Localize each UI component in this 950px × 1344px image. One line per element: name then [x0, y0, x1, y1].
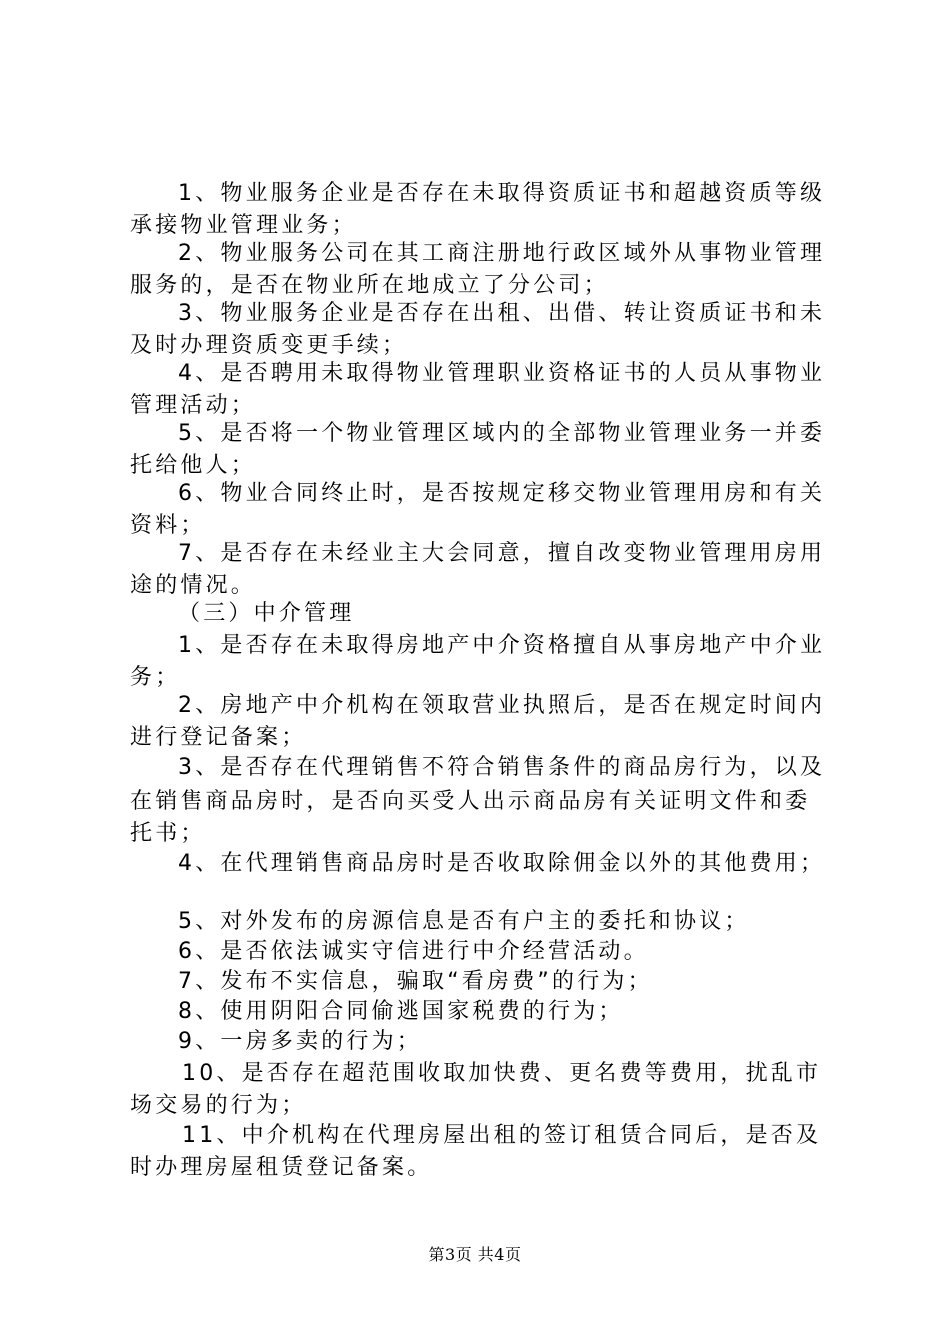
paragraph-line: 3、物业服务企业是否存在出租、出借、转让资质证书和未 [178, 301, 826, 326]
paragraph-line: 10、是否存在超范围收取加快费、更名费等费用，扰乱市 [182, 1061, 822, 1086]
section-heading: （三）中介管理 [178, 601, 355, 626]
paragraph-line: 时办理房屋租赁登记备案。 [130, 1155, 433, 1180]
paragraph-line: 3、是否存在代理销售不符合销售条件的商品房行为，以及 [178, 755, 826, 780]
paragraph-line: 在销售商品房时，是否向买受人出示商品房有关证明文件和委 [130, 789, 811, 814]
paragraph-line: 场交易的行为； [130, 1093, 307, 1118]
paragraph-line: 托给他人； [130, 453, 257, 478]
paragraph-line: 2、物业服务公司在其工商注册地行政区域外从事物业管理 [178, 241, 826, 266]
paragraph-line: 进行登记备案； [130, 725, 307, 750]
paragraph-line: 4、在代理销售商品房时是否收取除佣金以外的其他费用； [178, 851, 826, 876]
paragraph-line: 6、是否依法诚实守信进行中介经营活动。 [178, 939, 649, 964]
paragraph-line: 8、使用阴阳合同偷逃国家税费的行为； [178, 999, 624, 1024]
paragraph-line: 5、对外发布的房源信息是否有户主的委托和协议； [178, 909, 750, 934]
paragraph-line: 服务的，是否在物业所在地成立了分公司； [130, 273, 609, 298]
paragraph-line: 2、房地产中介机构在领取营业执照后，是否在规定时间内 [178, 693, 826, 718]
paragraph-line: 5、是否将一个物业管理区域内的全部物业管理业务一并委 [178, 421, 826, 446]
paragraph-line: 资料； [130, 513, 206, 538]
paragraph-line: 托书； [130, 821, 206, 846]
paragraph-line: 4、是否聘用未取得物业管理职业资格证书的人员从事物业 [178, 361, 826, 386]
paragraph-line: 9、一房多卖的行为； [178, 1029, 422, 1054]
paragraph-line: 途的情况。 [130, 573, 257, 598]
paragraph-line: 7、是否存在未经业主大会同意，擅自改变物业管理用房用 [178, 541, 826, 566]
paragraph-line: 1、物业服务企业是否存在未取得资质证书和超越资质等级 [178, 181, 826, 206]
paragraph-line: 1、是否存在未取得房地产中介资格擅自从事房地产中介业 [178, 633, 826, 658]
paragraph-line: 承接物业管理业务； [130, 213, 357, 238]
paragraph-line: 11、中介机构在代理房屋出租的签订租赁合同后，是否及 [182, 1123, 822, 1148]
paragraph-line: 务； [130, 665, 181, 690]
paragraph-line: 6、物业合同终止时，是否按规定移交物业管理用房和有关 [178, 481, 826, 506]
paragraph-line: 及时办理资质变更手续； [130, 333, 408, 358]
page-number-footer: 第3页 共4页 [428, 1245, 522, 1264]
paragraph-line: 7、发布不实信息，骗取“看房费”的行为； [178, 969, 653, 994]
paragraph-line: 管理活动； [130, 393, 257, 418]
